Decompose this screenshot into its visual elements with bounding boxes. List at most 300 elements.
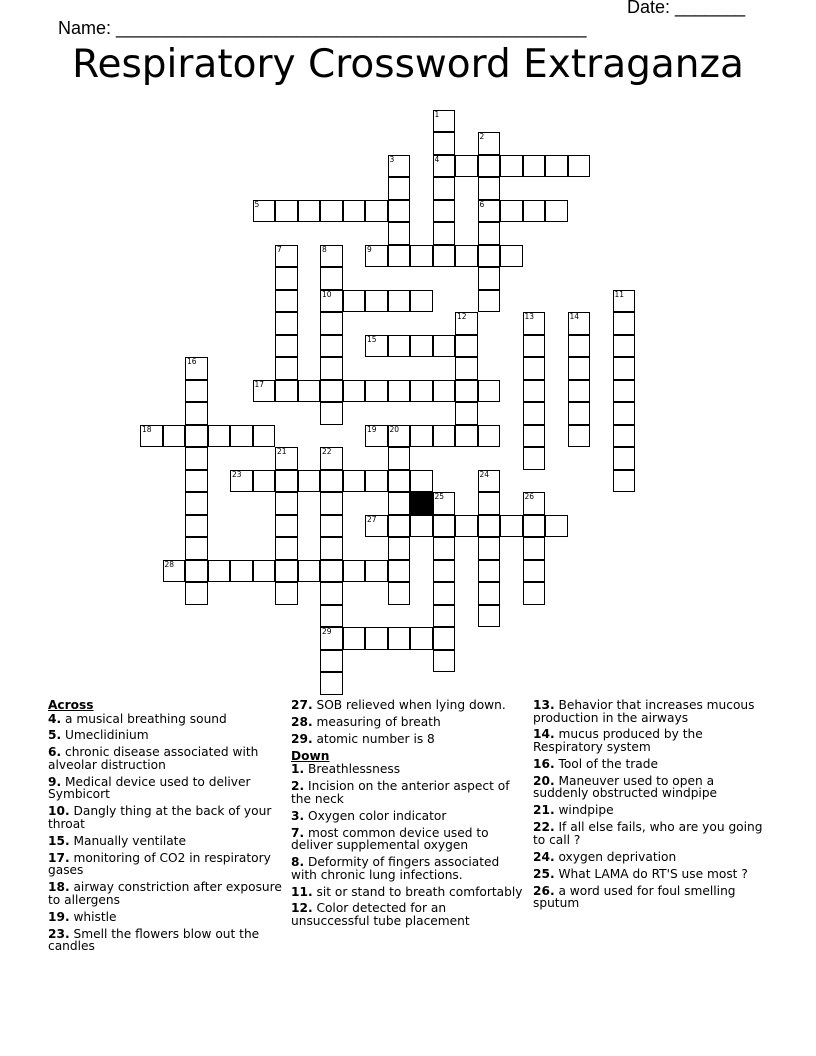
clue-number: 4 xyxy=(434,154,440,164)
grid-cell[interactable] xyxy=(343,380,366,403)
grid-cell[interactable] xyxy=(275,447,298,470)
grid-cell[interactable] xyxy=(523,560,546,583)
clue-text: Maneuver used to open a suddenly obstructed windpipe xyxy=(533,773,718,801)
blocked-cell xyxy=(410,492,433,515)
grid-cell[interactable] xyxy=(320,492,343,515)
clue-number-label: 27. xyxy=(291,698,313,712)
grid-cell[interactable] xyxy=(388,335,411,358)
grid-cell[interactable] xyxy=(298,380,321,403)
grid-cell[interactable] xyxy=(568,357,591,380)
grid-cell[interactable] xyxy=(613,447,636,470)
grid-cell[interactable] xyxy=(185,582,208,605)
grid-cell[interactable] xyxy=(478,245,501,268)
grid-cell[interactable] xyxy=(523,312,546,335)
grid-cell[interactable] xyxy=(320,560,343,583)
grid-cell[interactable] xyxy=(320,335,343,358)
clue-number: 6 xyxy=(479,199,485,209)
grid-cell[interactable] xyxy=(388,222,411,245)
grid-cell[interactable] xyxy=(613,312,636,335)
grid-cell[interactable] xyxy=(388,177,411,200)
grid-cell[interactable] xyxy=(433,200,456,223)
grid-cell[interactable] xyxy=(433,582,456,605)
grid-cell[interactable] xyxy=(500,245,523,268)
grid-cell[interactable] xyxy=(298,200,321,223)
clue-text: Breathlessness xyxy=(304,762,401,777)
grid-cell[interactable] xyxy=(275,582,298,605)
clue-text: Umeclidinium xyxy=(61,728,149,743)
grid-cell[interactable] xyxy=(320,605,343,628)
grid-cell[interactable] xyxy=(568,335,591,358)
name-field[interactable]: Name: _______________________________________________ xyxy=(58,18,587,38)
clue-number: 27 xyxy=(367,514,377,524)
grid-cell[interactable] xyxy=(613,290,636,313)
clue-text: most common device used to deliver supplemental oxygen xyxy=(291,825,489,853)
grid-cell[interactable] xyxy=(455,425,478,448)
grid-cell[interactable] xyxy=(275,290,298,313)
grid-cell[interactable] xyxy=(455,515,478,538)
clue-text: SOB relieved when lying down. xyxy=(312,698,506,712)
grid-cell[interactable] xyxy=(388,200,411,223)
clue-number-label: 15. xyxy=(48,833,70,848)
grid-cell[interactable] xyxy=(523,425,546,448)
clue-item xyxy=(48,881,284,906)
grid-cell[interactable] xyxy=(320,312,343,335)
clue-item xyxy=(533,775,769,800)
grid-cell[interactable] xyxy=(298,470,321,493)
clue-number: 26 xyxy=(524,492,535,501)
grid-cell[interactable] xyxy=(523,200,546,223)
clue-number: 12 xyxy=(457,312,467,321)
grid-cell[interactable] xyxy=(478,537,501,560)
clue-column-3 xyxy=(533,699,769,914)
grid-cell[interactable] xyxy=(388,627,411,650)
grid-cell[interactable] xyxy=(185,447,208,470)
clue-text: a musical breathing sound xyxy=(61,711,227,726)
grid-cell[interactable] xyxy=(185,425,208,448)
clue-text: atomic number is 8 xyxy=(312,731,435,746)
clue-number-label: 3. xyxy=(291,808,305,823)
down-heading: Down xyxy=(291,748,330,763)
grid-cell[interactable] xyxy=(320,267,343,290)
clue-item xyxy=(48,746,284,771)
grid-cell[interactable] xyxy=(523,380,546,403)
clue-number-label: 5. xyxy=(48,728,62,743)
clue-number: 3 xyxy=(389,154,395,164)
clue-text: Manually ventilate xyxy=(69,833,186,848)
grid-cell[interactable] xyxy=(433,605,456,628)
clue-number-label: 13. xyxy=(533,698,555,712)
grid-cell[interactable] xyxy=(185,380,208,403)
clue-number-label: 11. xyxy=(291,884,313,899)
grid-cell[interactable] xyxy=(523,492,546,515)
clue-text: Deformity of fingers associated with chronic lung infections. xyxy=(291,855,500,882)
grid-cell[interactable] xyxy=(365,515,388,538)
grid-cell[interactable] xyxy=(455,155,478,178)
clue-item xyxy=(291,810,527,823)
grid-cell[interactable] xyxy=(568,402,591,425)
grid-cell[interactable] xyxy=(320,290,343,313)
grid-cell[interactable] xyxy=(433,492,456,515)
grid-cell[interactable] xyxy=(478,425,501,448)
clue-text: monitoring of CO2 in respiratory gases xyxy=(48,850,271,878)
grid-cell[interactable] xyxy=(388,470,411,493)
grid-cell[interactable] xyxy=(545,200,568,223)
grid-cell[interactable] xyxy=(433,132,456,155)
grid-cell[interactable] xyxy=(500,155,523,178)
clue-number: 19 xyxy=(367,424,377,434)
grid-cell[interactable] xyxy=(208,560,231,583)
clue-number: 21 xyxy=(277,447,287,456)
grid-cell[interactable] xyxy=(388,155,411,178)
clue-number: 17 xyxy=(254,379,265,389)
grid-cell[interactable] xyxy=(230,425,253,448)
clue-number: 14 xyxy=(569,312,580,321)
grid-cell[interactable] xyxy=(388,425,411,448)
clue-item xyxy=(48,852,284,877)
grid-cell[interactable] xyxy=(365,335,388,358)
clue-item xyxy=(291,902,527,927)
clue-number-label: 28. xyxy=(291,714,313,729)
grid-cell[interactable] xyxy=(275,537,298,560)
clue-item xyxy=(48,805,284,830)
clue-item xyxy=(291,763,527,776)
grid-cell[interactable] xyxy=(455,245,478,268)
grid-cell[interactable] xyxy=(275,515,298,538)
grid-cell[interactable] xyxy=(433,627,456,650)
clue-text: Incision on the anterior aspect of the neck xyxy=(291,779,510,806)
grid-cell[interactable] xyxy=(478,155,501,178)
grid-cell[interactable] xyxy=(230,560,253,583)
grid-cell[interactable] xyxy=(523,402,546,425)
grid-cell[interactable] xyxy=(478,200,501,223)
clue-number: 28 xyxy=(164,559,175,569)
grid-cell[interactable] xyxy=(545,155,568,178)
grid-cell[interactable] xyxy=(275,380,298,403)
clue-text: Smell the flowers blow out the candles xyxy=(48,926,260,954)
clue-text: Medical device used to deliver Symbicort xyxy=(48,774,251,802)
grid-cell[interactable] xyxy=(365,380,388,403)
grid-cell[interactable] xyxy=(230,470,253,493)
grid-cell[interactable] xyxy=(500,515,523,538)
clue-item xyxy=(533,699,769,724)
clue-number-label: 26. xyxy=(533,883,555,898)
grid-cell[interactable] xyxy=(568,380,591,403)
grid-cell[interactable] xyxy=(343,560,366,583)
grid-cell[interactable] xyxy=(320,582,343,605)
grid-cell[interactable] xyxy=(253,470,276,493)
grid-cell[interactable] xyxy=(410,470,433,493)
grid-cell[interactable] xyxy=(253,560,276,583)
grid-cell[interactable] xyxy=(275,267,298,290)
grid-cell[interactable] xyxy=(410,380,433,403)
clue-item xyxy=(48,729,284,742)
grid-cell[interactable] xyxy=(478,515,501,538)
grid-cell[interactable] xyxy=(613,402,636,425)
grid-cell[interactable] xyxy=(320,380,343,403)
grid-cell[interactable] xyxy=(275,470,298,493)
grid-cell[interactable] xyxy=(388,380,411,403)
clue-number: 5 xyxy=(254,199,260,209)
across-clue-list-continued xyxy=(291,699,527,745)
clue-column-2 xyxy=(291,699,527,932)
grid-cell[interactable] xyxy=(343,290,366,313)
clue-number-label: 10. xyxy=(48,804,70,819)
grid-cell[interactable] xyxy=(275,492,298,515)
grid-cell[interactable] xyxy=(433,380,456,403)
grid-cell[interactable] xyxy=(410,290,433,313)
clue-text: measuring of breath xyxy=(312,714,441,729)
clue-number: 16 xyxy=(187,357,197,366)
clue-text: If all else fails, who are you going to call ? xyxy=(533,820,763,847)
grid-cell[interactable] xyxy=(320,402,343,425)
clue-number-label: 20. xyxy=(533,773,555,788)
across-heading: Across xyxy=(48,698,94,712)
grid-cell[interactable] xyxy=(433,335,456,358)
grid-cell[interactable] xyxy=(478,177,501,200)
grid-cell[interactable] xyxy=(455,380,478,403)
clue-item xyxy=(48,835,284,848)
grid-cell[interactable] xyxy=(523,537,546,560)
date-field[interactable]: Date: _______ xyxy=(627,0,746,17)
clue-number-label: 25. xyxy=(533,866,555,881)
grid-cell[interactable] xyxy=(320,672,343,695)
grid-cell[interactable] xyxy=(365,560,388,583)
grid-cell[interactable] xyxy=(613,357,636,380)
clue-item xyxy=(291,856,527,881)
grid-cell[interactable] xyxy=(275,560,298,583)
grid-cell[interactable] xyxy=(275,312,298,335)
grid-cell[interactable] xyxy=(320,537,343,560)
clue-item xyxy=(533,821,769,846)
grid-cell[interactable] xyxy=(500,200,523,223)
clue-item xyxy=(291,733,527,746)
clue-item xyxy=(533,728,769,753)
grid-cell[interactable] xyxy=(410,335,433,358)
grid-cell[interactable] xyxy=(388,582,411,605)
grid-cell[interactable] xyxy=(388,290,411,313)
grid-cell[interactable] xyxy=(388,492,411,515)
clue-number: 24 xyxy=(479,469,490,479)
grid-cell[interactable] xyxy=(185,402,208,425)
grid-cell[interactable] xyxy=(523,335,546,358)
grid-cell[interactable] xyxy=(613,335,636,358)
grid-cell[interactable] xyxy=(523,582,546,605)
clue-item xyxy=(48,713,284,726)
grid-cell[interactable] xyxy=(433,155,456,178)
grid-cell[interactable] xyxy=(343,627,366,650)
clue-number: 23 xyxy=(232,469,242,479)
grid-cell[interactable] xyxy=(365,245,388,268)
clue-number: 25 xyxy=(434,492,445,501)
grid-cell[interactable] xyxy=(410,627,433,650)
grid-cell[interactable] xyxy=(253,380,276,403)
grid-cell[interactable] xyxy=(253,425,276,448)
grid-cell[interactable] xyxy=(433,425,456,448)
grid-cell[interactable] xyxy=(185,560,208,583)
grid-cell[interactable] xyxy=(410,245,433,268)
grid-cell[interactable] xyxy=(320,470,343,493)
clue-text: whistle xyxy=(69,909,117,924)
grid-cell[interactable] xyxy=(388,245,411,268)
clue-number: 1 xyxy=(434,109,440,119)
grid-cell[interactable] xyxy=(478,492,501,515)
grid-cell[interactable] xyxy=(320,627,343,650)
clue-text: a word used for foul smelling sputum xyxy=(533,883,736,911)
grid-cell[interactable] xyxy=(185,357,208,380)
clue-item xyxy=(533,851,769,864)
clue-number-label: 12. xyxy=(291,901,313,916)
clue-item xyxy=(48,776,284,801)
grid-cell[interactable] xyxy=(320,650,343,673)
grid-cell[interactable] xyxy=(433,177,456,200)
clue-item xyxy=(533,885,769,910)
grid-cell[interactable] xyxy=(478,290,501,313)
clue-item xyxy=(48,928,284,953)
clue-number: 10 xyxy=(322,289,332,299)
clue-number-label: 22. xyxy=(533,820,555,835)
clue-text: oxygen deprivation xyxy=(554,849,677,864)
grid-cell[interactable] xyxy=(568,155,591,178)
grid-cell[interactable] xyxy=(388,447,411,470)
grid-cell[interactable] xyxy=(478,132,501,155)
clue-item xyxy=(48,911,284,924)
grid-cell[interactable] xyxy=(613,380,636,403)
clue-number: 20 xyxy=(389,424,400,434)
grid-cell[interactable] xyxy=(478,605,501,628)
clue-number: 7 xyxy=(277,244,282,254)
grid-cell[interactable] xyxy=(523,155,546,178)
clue-number-label: 1. xyxy=(291,762,305,777)
clue-text: windpipe xyxy=(554,803,614,818)
grid-cell[interactable] xyxy=(433,537,456,560)
clue-number: 11 xyxy=(614,289,625,299)
grid-cell[interactable] xyxy=(478,560,501,583)
grid-cell[interactable] xyxy=(320,245,343,268)
grid-cell[interactable] xyxy=(523,515,546,538)
grid-cell[interactable] xyxy=(523,357,546,380)
grid-cell[interactable] xyxy=(455,335,478,358)
grid-cell[interactable] xyxy=(275,200,298,223)
clue-number-label: 17. xyxy=(48,850,70,865)
clue-text: What LAMA do RT'S use most ? xyxy=(554,866,748,881)
grid-cell[interactable] xyxy=(478,380,501,403)
clue-number-label: 19. xyxy=(48,909,70,924)
grid-cell[interactable] xyxy=(455,402,478,425)
grid-cell[interactable] xyxy=(433,650,456,673)
clue-item xyxy=(533,868,769,881)
grid-cell[interactable] xyxy=(320,515,343,538)
down-clue-list xyxy=(291,763,527,927)
grid-cell[interactable] xyxy=(163,425,186,448)
grid-cell[interactable] xyxy=(433,515,456,538)
clue-number: 22 xyxy=(322,447,332,456)
clue-number-label: 9. xyxy=(48,774,62,789)
clue-item xyxy=(291,699,527,712)
clue-number-label: 18. xyxy=(48,880,70,895)
grid-cell[interactable] xyxy=(478,582,501,605)
grid-cell[interactable] xyxy=(568,312,591,335)
across-clue-list xyxy=(48,713,284,953)
grid-cell[interactable] xyxy=(613,470,636,493)
grid-cell[interactable] xyxy=(388,560,411,583)
grid-cell[interactable] xyxy=(410,515,433,538)
clue-text: sit or stand to breath comfortably xyxy=(312,884,523,899)
grid-cell[interactable] xyxy=(523,447,546,470)
clue-text: Behavior that increases mucous production in the airways xyxy=(533,698,755,725)
grid-cell[interactable] xyxy=(433,560,456,583)
clue-item xyxy=(291,886,527,899)
clue-number: 15 xyxy=(367,334,377,344)
clue-number-label: 8. xyxy=(291,855,305,870)
clue-item xyxy=(291,827,527,852)
grid-cell[interactable] xyxy=(365,200,388,223)
grid-cell[interactable] xyxy=(433,222,456,245)
grid-cell[interactable] xyxy=(455,357,478,380)
grid-cell[interactable] xyxy=(185,537,208,560)
clue-item xyxy=(533,804,769,817)
grid-cell[interactable] xyxy=(275,357,298,380)
grid-cell[interactable] xyxy=(208,425,231,448)
grid-cell[interactable] xyxy=(320,447,343,470)
grid-cell[interactable] xyxy=(343,470,366,493)
clue-item xyxy=(291,780,527,805)
grid-cell[interactable] xyxy=(275,335,298,358)
grid-cell[interactable] xyxy=(478,470,501,493)
grid-cell[interactable] xyxy=(478,267,501,290)
grid-cell[interactable] xyxy=(545,515,568,538)
clue-item xyxy=(533,758,769,771)
grid-cell[interactable] xyxy=(365,470,388,493)
clue-text: Oxygen color indicator xyxy=(304,808,447,823)
clue-column-1 xyxy=(48,699,284,957)
grid-cell[interactable] xyxy=(185,492,208,515)
clue-text: chronic disease associated with alveolar distruction xyxy=(48,745,259,772)
grid-cell[interactable] xyxy=(275,245,298,268)
grid-cell[interactable] xyxy=(388,515,411,538)
grid-cell[interactable] xyxy=(365,627,388,650)
grid-cell[interactable] xyxy=(455,312,478,335)
grid-cell[interactable] xyxy=(298,560,321,583)
grid-cell[interactable] xyxy=(140,425,163,448)
clue-number: 18 xyxy=(142,424,152,434)
grid-cell[interactable] xyxy=(433,110,456,133)
grid-cell[interactable] xyxy=(343,200,366,223)
grid-cell[interactable] xyxy=(410,425,433,448)
clue-number-label: 4. xyxy=(48,711,62,726)
clue-item xyxy=(291,716,527,729)
clue-number-label: 6. xyxy=(48,745,62,760)
clue-number: 2 xyxy=(479,132,485,141)
grid-cell[interactable] xyxy=(433,245,456,268)
grid-cell[interactable] xyxy=(568,425,591,448)
grid-cell[interactable] xyxy=(253,200,276,223)
clue-number-label: 2. xyxy=(291,779,305,794)
down-clue-list-continued xyxy=(533,699,769,910)
grid-cell[interactable] xyxy=(185,470,208,493)
grid-cell[interactable] xyxy=(365,425,388,448)
clue-number-label: 21. xyxy=(533,803,555,818)
grid-cell[interactable] xyxy=(388,537,411,560)
clue-text: Tool of the trade xyxy=(554,756,659,771)
grid-cell[interactable] xyxy=(365,290,388,313)
grid-cell[interactable] xyxy=(320,357,343,380)
grid-cell[interactable] xyxy=(185,515,208,538)
grid-cell[interactable] xyxy=(478,222,501,245)
clue-number: 9 xyxy=(367,244,372,254)
grid-cell[interactable] xyxy=(320,200,343,223)
grid-cell[interactable] xyxy=(163,560,186,583)
grid-cell[interactable] xyxy=(613,425,636,448)
